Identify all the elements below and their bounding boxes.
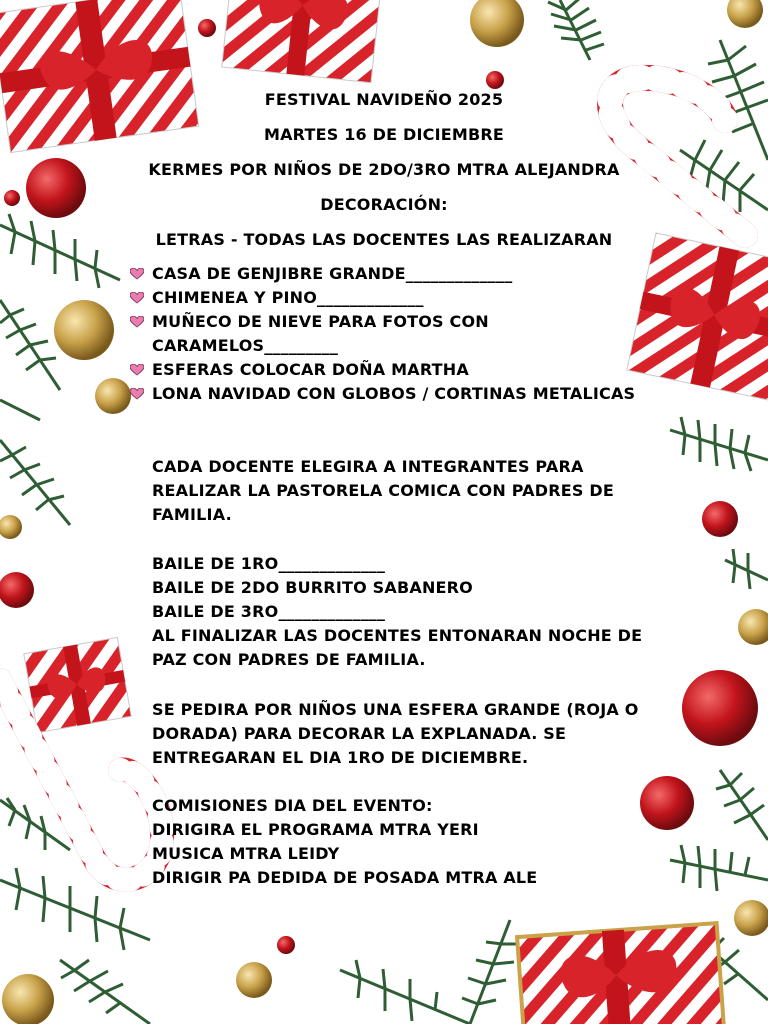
pink-heart-icon (130, 310, 152, 334)
list-item (130, 382, 670, 406)
comisiones-heading: COMISIONES DIA DEL EVENTO: (152, 796, 433, 815)
comision-line: DIRIGIRA EL PROGRAMA MTRA YERI (152, 820, 479, 839)
event-title: FESTIVAL NAVIDEÑO 2025 (264, 90, 504, 109)
list-item-text: LONA NAVIDAD CON GLOBOS / CORTINAS METALICAS (152, 384, 636, 403)
pink-heart-icon (130, 358, 152, 382)
letras-line: LETRAS - TODAS LAS DOCENTES LAS REALIZARAN (155, 230, 613, 249)
kermes-line: KERMES POR NIÑOS DE 2DO/3RO MTRA ALEJANDRA (148, 160, 620, 179)
baile-1ro-line: BAILE DE 1RO_____________ (152, 554, 386, 573)
pink-heart-icon (130, 382, 152, 406)
pink-heart-icon (130, 262, 152, 286)
list-item-text: MUÑECO DE NIEVE PARA FOTOS CON CARAMELOS_________ (152, 312, 489, 355)
bailes-section (152, 552, 672, 672)
decoracion-heading: DECORACIÓN: (320, 195, 448, 214)
list-item (130, 286, 670, 310)
pink-heart-icon (130, 286, 152, 310)
list-item-text: ESFERAS COLOCAR DOÑA MARTHA (152, 360, 469, 379)
list-item (130, 310, 670, 358)
list-item-text: CASA DE GENJIBRE GRANDE_____________ (152, 264, 513, 283)
comision-line: DIRIGIR PA DEDIDA DE POSADA MTRA ALE (152, 868, 538, 887)
comision-line: MUSICA MTRA LEIDY (152, 844, 340, 863)
baile-3ro-line: BAILE DE 3RO_____________ (152, 602, 386, 621)
list-item (130, 262, 670, 286)
esfera-paragraph: SE PEDIRA POR NIÑOS UNA ESFERA GRANDE (ROJA O DORADA) PARA DECORAR LA EXPLANADA. SE ENTREGARAN EL DIA 1RO DE DICIEMBRE. (152, 700, 639, 767)
list-item (130, 358, 670, 382)
comisiones-section (152, 794, 672, 890)
decoration-list (130, 262, 670, 406)
noche-de-paz-line: AL FINALIZAR LAS DOCENTES ENTONARAN NOCHE DE PAZ CON PADRES DE FAMILIA. (152, 626, 643, 669)
pastorela-paragraph: CADA DOCENTE ELEGIRA A INTEGRANTES PARA REALIZAR LA PASTORELA COMICA CON PADRES DE FAMILIA. (152, 457, 614, 524)
list-item-text: CHIMENEA Y PINO_____________ (152, 288, 424, 307)
baile-2do-line: BAILE DE 2DO BURRITO SABANERO (152, 578, 473, 597)
event-date: MARTES 16 DE DICIEMBRE (263, 125, 505, 144)
